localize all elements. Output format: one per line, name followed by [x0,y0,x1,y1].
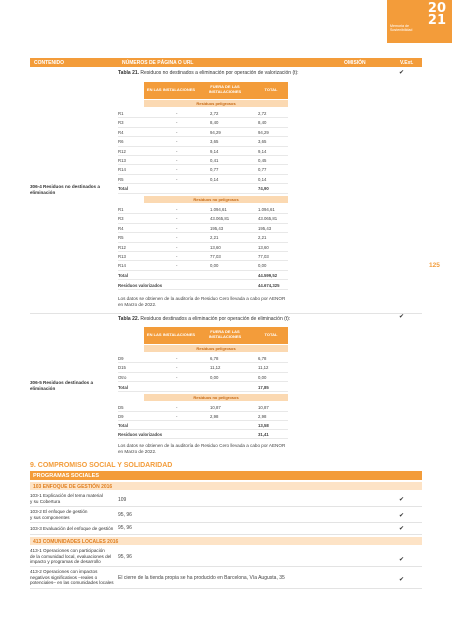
table-cell: - [176,414,178,420]
table-cell: - [176,225,178,231]
table21-hazardous-title: Residuos peligrosos [144,100,288,107]
table22-nonhazardous-total-label: Total [118,423,128,428]
table-cell: 94,29 [210,129,221,135]
row-divider [118,117,288,118]
table-cell: - [176,129,178,135]
table-cell: 2,21 [258,235,267,241]
section-9-title: 9. COMPROMISO SOCIAL Y SOLIDARIDAD [30,462,173,469]
table-cell: - [176,244,178,250]
header-vext: V.Ext. [400,60,414,66]
gri-103-3-label: 103-3 Evaluación del enfoque de gestión [30,526,114,531]
table22-valorised-label: Residuos valorizados [118,432,163,437]
table22-hazardous-title: Residuos peligrosos [144,345,288,352]
table22-source-note: Los datos se obtienen de la auditoría de Residuo Cero llevada a cabo por AENOR en Marzo de 2022. [118,443,286,454]
row-divider [30,566,422,567]
table-cell: 11,12 [210,365,221,371]
table22-col-off-site: FUERA DE LAS INSTALACIONES [208,329,242,339]
table-cell: - [176,167,178,173]
table-cell: 1.094,61 [258,207,275,212]
table-cell: 6,78 [210,356,219,361]
table-cell: 2,98 [258,414,267,420]
row-divider [118,381,288,382]
gri-306-5-label-line2: eliminación [30,385,56,391]
table-cell: 0,14 [258,176,267,182]
row-divider [30,522,422,523]
table-cell: D9 [118,414,124,420]
header-contenido: CONTENIDO [34,60,64,66]
table-cell: 3,65 [210,139,219,145]
row-divider [118,193,288,194]
table-cell: - [176,207,178,212]
row-divider [118,279,288,280]
row-divider [118,391,288,392]
table-cell: D5 [118,405,124,410]
gri-103-2-label-line2: y sus componentes [30,514,70,520]
table-cell: - [176,139,178,145]
row-divider [30,506,422,507]
gri-103-1-pages: 109 [118,497,127,503]
check-icon: ✔ [399,557,405,563]
gri-103-2-label [30,509,87,520]
table21-col-off-site: FUERA DE LAS INSTALACIONES [208,84,242,94]
table-cell: 9,14 [210,148,219,154]
table21-source-note: Los datos se obtienen de la auditoría de Residuo Cero llevada a cabo por AENOR en Marzo de 2022. [118,296,286,307]
table-cell: 3,65 [258,139,267,145]
table-cell: 0,00 [210,263,219,269]
table-cell: 2,72 [258,111,267,116]
table-cell: 2,72 [210,111,219,116]
row-divider [118,270,288,271]
row-divider [30,588,422,589]
table22-caption [118,316,290,322]
report-badge [387,0,452,43]
gri-413-1-label-line1: 413-1 Operaciones con participación [30,548,105,553]
row-divider [118,420,288,421]
table-cell: - [176,176,178,182]
table-cell: R12 [118,244,126,250]
report-year [428,3,446,27]
table-cell: 94,29 [258,129,269,135]
table-cell: 8,40 [258,120,267,126]
table-cell: R6 [118,139,124,145]
table-cell: 1.094,61 [210,207,227,212]
table-cell: D15 [118,365,126,371]
check-icon: ✔ [399,70,405,76]
section-divider [30,313,422,314]
table-cell: R14 [118,263,126,269]
table-cell: - [176,216,178,222]
gri-306-5-label [30,380,93,391]
row-divider [118,372,288,373]
row-divider [118,232,288,233]
gri-103-1-label-line1: 103-1 Explicación del tema material [30,493,103,498]
table-cell: D9 [118,356,124,361]
table21-hazardous-total: 74,90 [258,186,269,191]
check-icon: ✔ [399,513,405,519]
row-divider [118,213,288,214]
table-cell: 9,14 [258,148,267,154]
row-divider [118,362,288,363]
gri-306-5-label-line1: 306-5 Residuos destinados a [30,380,94,385]
table-cell: R3 [118,216,124,222]
table-cell: R13 [118,254,126,259]
check-icon: ✔ [399,497,405,503]
row-divider [118,223,288,224]
table21-col-total: TOTAL [264,87,278,92]
table-cell: 2,21 [210,235,219,241]
gri-306-4-label-line1: 306-4 Residuos no destinados a [30,184,100,189]
management-approach-bar: 103 ENFOQUE DE GESTIÓN 2016 [30,482,422,490]
gri-103-1-label [30,493,103,504]
table-cell: - [176,158,178,163]
table-cell: - [176,356,178,361]
row-divider [118,429,288,430]
gri-413-1-label-line2: de la comunidad local, evaluaciones del [30,553,112,559]
table21-valorised-total: 44.674,325 [258,283,280,288]
gri-306-4-label-line2: eliminación [30,189,56,195]
gri-table-header [30,58,422,67]
row-divider [118,136,288,137]
table-cell: 0,00 [258,374,267,380]
table-cell: R4 [118,225,124,231]
table-cell: Otro [118,374,127,380]
page-number: 125 [429,262,440,269]
table-cell: 77,03 [210,254,221,259]
gri-413-1-label [30,548,111,565]
table22-header [144,327,288,344]
table-cell: 2,98 [210,414,219,420]
row-divider [118,127,288,128]
table-cell: 0,41 [210,158,219,163]
gri-306-4-label [30,184,100,195]
table21-caption-number: Tabla 21. [118,70,140,76]
table-cell: R13 [118,158,126,163]
table-cell: - [176,405,178,410]
table22-col-on-site: EN LAS INSTALACIONES [146,332,196,337]
table-cell: 43.065,81 [210,216,230,222]
table21-nonhazardous-title: Residuos no peligrosos [144,196,288,203]
table-cell: - [176,235,178,241]
table22-nonhazardous-total: 13,58 [258,423,269,428]
report-subtitle-line1: Memoria de [390,24,409,28]
table22-hazardous-total-label: Total [118,385,128,390]
table-cell: R3 [118,120,124,126]
row-divider [118,242,288,243]
table-cell: - [176,254,178,259]
table-cell: 77,03 [258,254,269,259]
row-divider [118,155,288,156]
table21-nonhazardous-total-label: Total [118,273,128,278]
row-divider [118,146,288,147]
table-cell: 10,87 [210,405,221,410]
row-divider [118,438,288,439]
table-cell: - [176,148,178,154]
local-communities-bar: 413 COMUNIDADES LOCALES 2016 [30,537,422,545]
table22-caption-text: Residuos destinados a eliminación por operación de eliminación (t): [139,316,291,322]
table22-valorised-total: 31,41 [258,432,269,437]
gri-413-1-pages: 95, 96 [118,554,132,560]
table-cell: - [176,374,178,380]
gri-103-2-label-line1: 103-2 El enfoque de gestión [30,509,88,514]
table21-col-on-site: EN LAS INSTALACIONES [146,87,196,92]
header-paginas: NÚMEROS DE PÁGINA O URL [122,60,194,66]
table21-nonhazardous-total: 44.599,52 [258,273,278,278]
table-cell: 0,00 [258,263,267,269]
table-cell: R12 [118,148,126,154]
year-bottom: 21 [427,13,446,28]
table-cell: 8,40 [210,120,219,126]
check-icon: ✔ [399,577,405,583]
check-icon: ✔ [399,526,405,532]
table-cell: 11,12 [258,365,269,371]
gri-413-2-label-line3: potenciales– en las comunidades locales [30,580,114,586]
header-omision: OMISIÓN [344,60,366,66]
check-icon: ✔ [399,314,405,320]
row-divider [118,183,288,184]
table22-nonhazardous-title: Residuos no peligrosos [144,394,288,401]
table-cell: 0,77 [210,167,219,173]
table22-caption-number: Tabla 22. [118,316,140,322]
gri-413-2-label [30,569,114,586]
table-cell: 43.065,81 [258,216,278,222]
gri-413-2-label-line2: negativos significativos –reales o [30,574,98,580]
gri-103-3-pages: 95, 96 [118,525,132,531]
table21-caption [118,70,299,76]
table-cell: R14 [118,167,126,173]
row-divider [118,260,288,261]
year-top: 20 [427,1,446,16]
programs-bar: PROGRAMAS SOCIALES [30,471,422,480]
table21-valorised-label: Residuos valorizados [118,283,163,288]
row-divider [118,251,288,252]
table-cell: R1 [118,207,124,212]
table-cell: 0,14 [210,176,219,182]
gri-103-2-pages: 95, 96 [118,512,132,518]
table-cell: R4 [118,129,124,135]
row-divider [118,164,288,165]
gri-103-1-label-line2: y su Cobertura [30,498,61,504]
table21-header [144,82,288,99]
table-cell: 10,87 [258,405,269,410]
row-divider [118,411,288,412]
table-cell: - [176,365,178,371]
table-cell: 195,43 [210,225,224,231]
table-cell: R5 [118,176,124,182]
table-cell: 195,43 [258,225,272,231]
table-cell: 13,60 [258,244,269,250]
report-subtitle-line2: Sostenibilidad [390,28,413,33]
table-cell: - [176,111,178,116]
gri-413-2-note: El cierre de la tienda propia se ha producido en Barcelona, Vía Augusta, 35 [118,575,285,581]
table-cell: 6,78 [258,356,267,361]
row-divider [30,534,422,535]
table21-hazardous-total-label: Total [118,186,128,191]
table22-col-total: TOTAL [264,332,278,337]
table-cell: 0,00 [210,374,219,380]
table22-hazardous-total: 17,85 [258,385,269,390]
gri-413-2-label-line1: 413-2 Operaciones con impactos [30,569,98,574]
table21-caption-text: Residuos no destinados a eliminación por operación de valorización (t): [139,70,299,76]
table-cell: 13,60 [210,244,221,250]
report-subtitle [390,24,412,33]
table-cell: R5 [118,235,124,241]
table-cell: - [176,120,178,126]
table-cell: - [176,263,178,269]
row-divider [118,289,288,290]
table-cell: 0,45 [258,158,267,163]
row-divider [118,174,288,175]
gri-413-1-label-line3: impacto y programas de desarrollo [30,559,101,565]
table-cell: R1 [118,111,124,116]
table-cell: 0,77 [258,167,267,173]
